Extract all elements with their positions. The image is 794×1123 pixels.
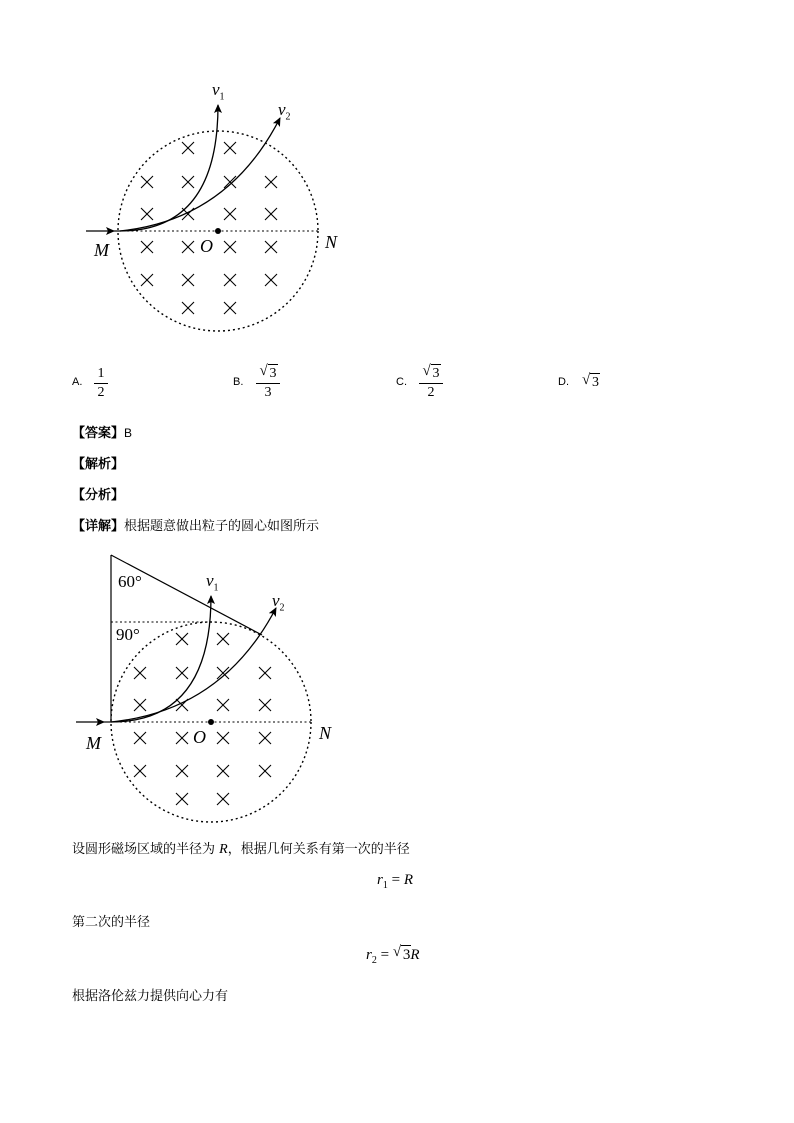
detail-tag: 【详解】 [72,519,125,534]
detail-text: 根据题意做出粒子的圆心如图所示 [124,519,320,534]
option-b-fraction: √ 3 3 [256,364,280,401]
center-dot [215,228,221,234]
label-N: N [325,232,338,252]
option-c-fraction: √ 3 2 [419,364,443,401]
label-O-2: O [193,727,206,747]
equation-r1: $r_1 = R$ [377,872,413,891]
trajectory-v1 [120,105,218,231]
text-line-2: 第二次的半径 [72,915,151,930]
option-a-fraction: 1 2 [94,366,108,401]
fenxi-tag: 【分析】 [72,488,125,503]
option-d-root: √ 3 [582,372,599,390]
equation-r2: $r_2$ = √ 3R [366,944,420,966]
label-v2: $v_2$ [278,100,291,123]
text-line-1: 设圆形磁场区域的半径为 R，根据几何关系有第一次的半径 [72,842,410,857]
label-O: O [200,236,213,256]
slanted-radius-line [111,555,262,635]
label-N-2: N [319,723,332,743]
label-v1-2: $v_1$ [206,571,219,594]
trajectory-v2 [120,118,280,231]
detail-line [72,515,319,534]
option-d-letter: D. [558,376,569,388]
label-M: M [94,240,109,260]
option-b-letter: B. [233,376,244,388]
answer-value: B [124,426,133,440]
option-a-letter: A. [72,376,83,388]
option-c-letter: C. [396,376,407,388]
answer-line [72,422,132,441]
label-v2-2: $v_2$ [272,591,285,614]
label-M-2: M [86,733,101,753]
label-v1: $v_1$ [212,80,225,103]
analysis-tag: 【解析】 [72,457,125,472]
center-dot-2 [208,719,214,725]
angle-90-label: 90° [116,625,140,644]
trajectory-v1-2 [111,596,211,722]
angle-60-label: 60° [118,572,142,591]
figure-1-magnetic-field-diagram [0,0,794,340]
text-line-3: 根据洛伦兹力提供向心力有 [72,989,229,1004]
answer-tag: 【答案】 [72,426,125,441]
